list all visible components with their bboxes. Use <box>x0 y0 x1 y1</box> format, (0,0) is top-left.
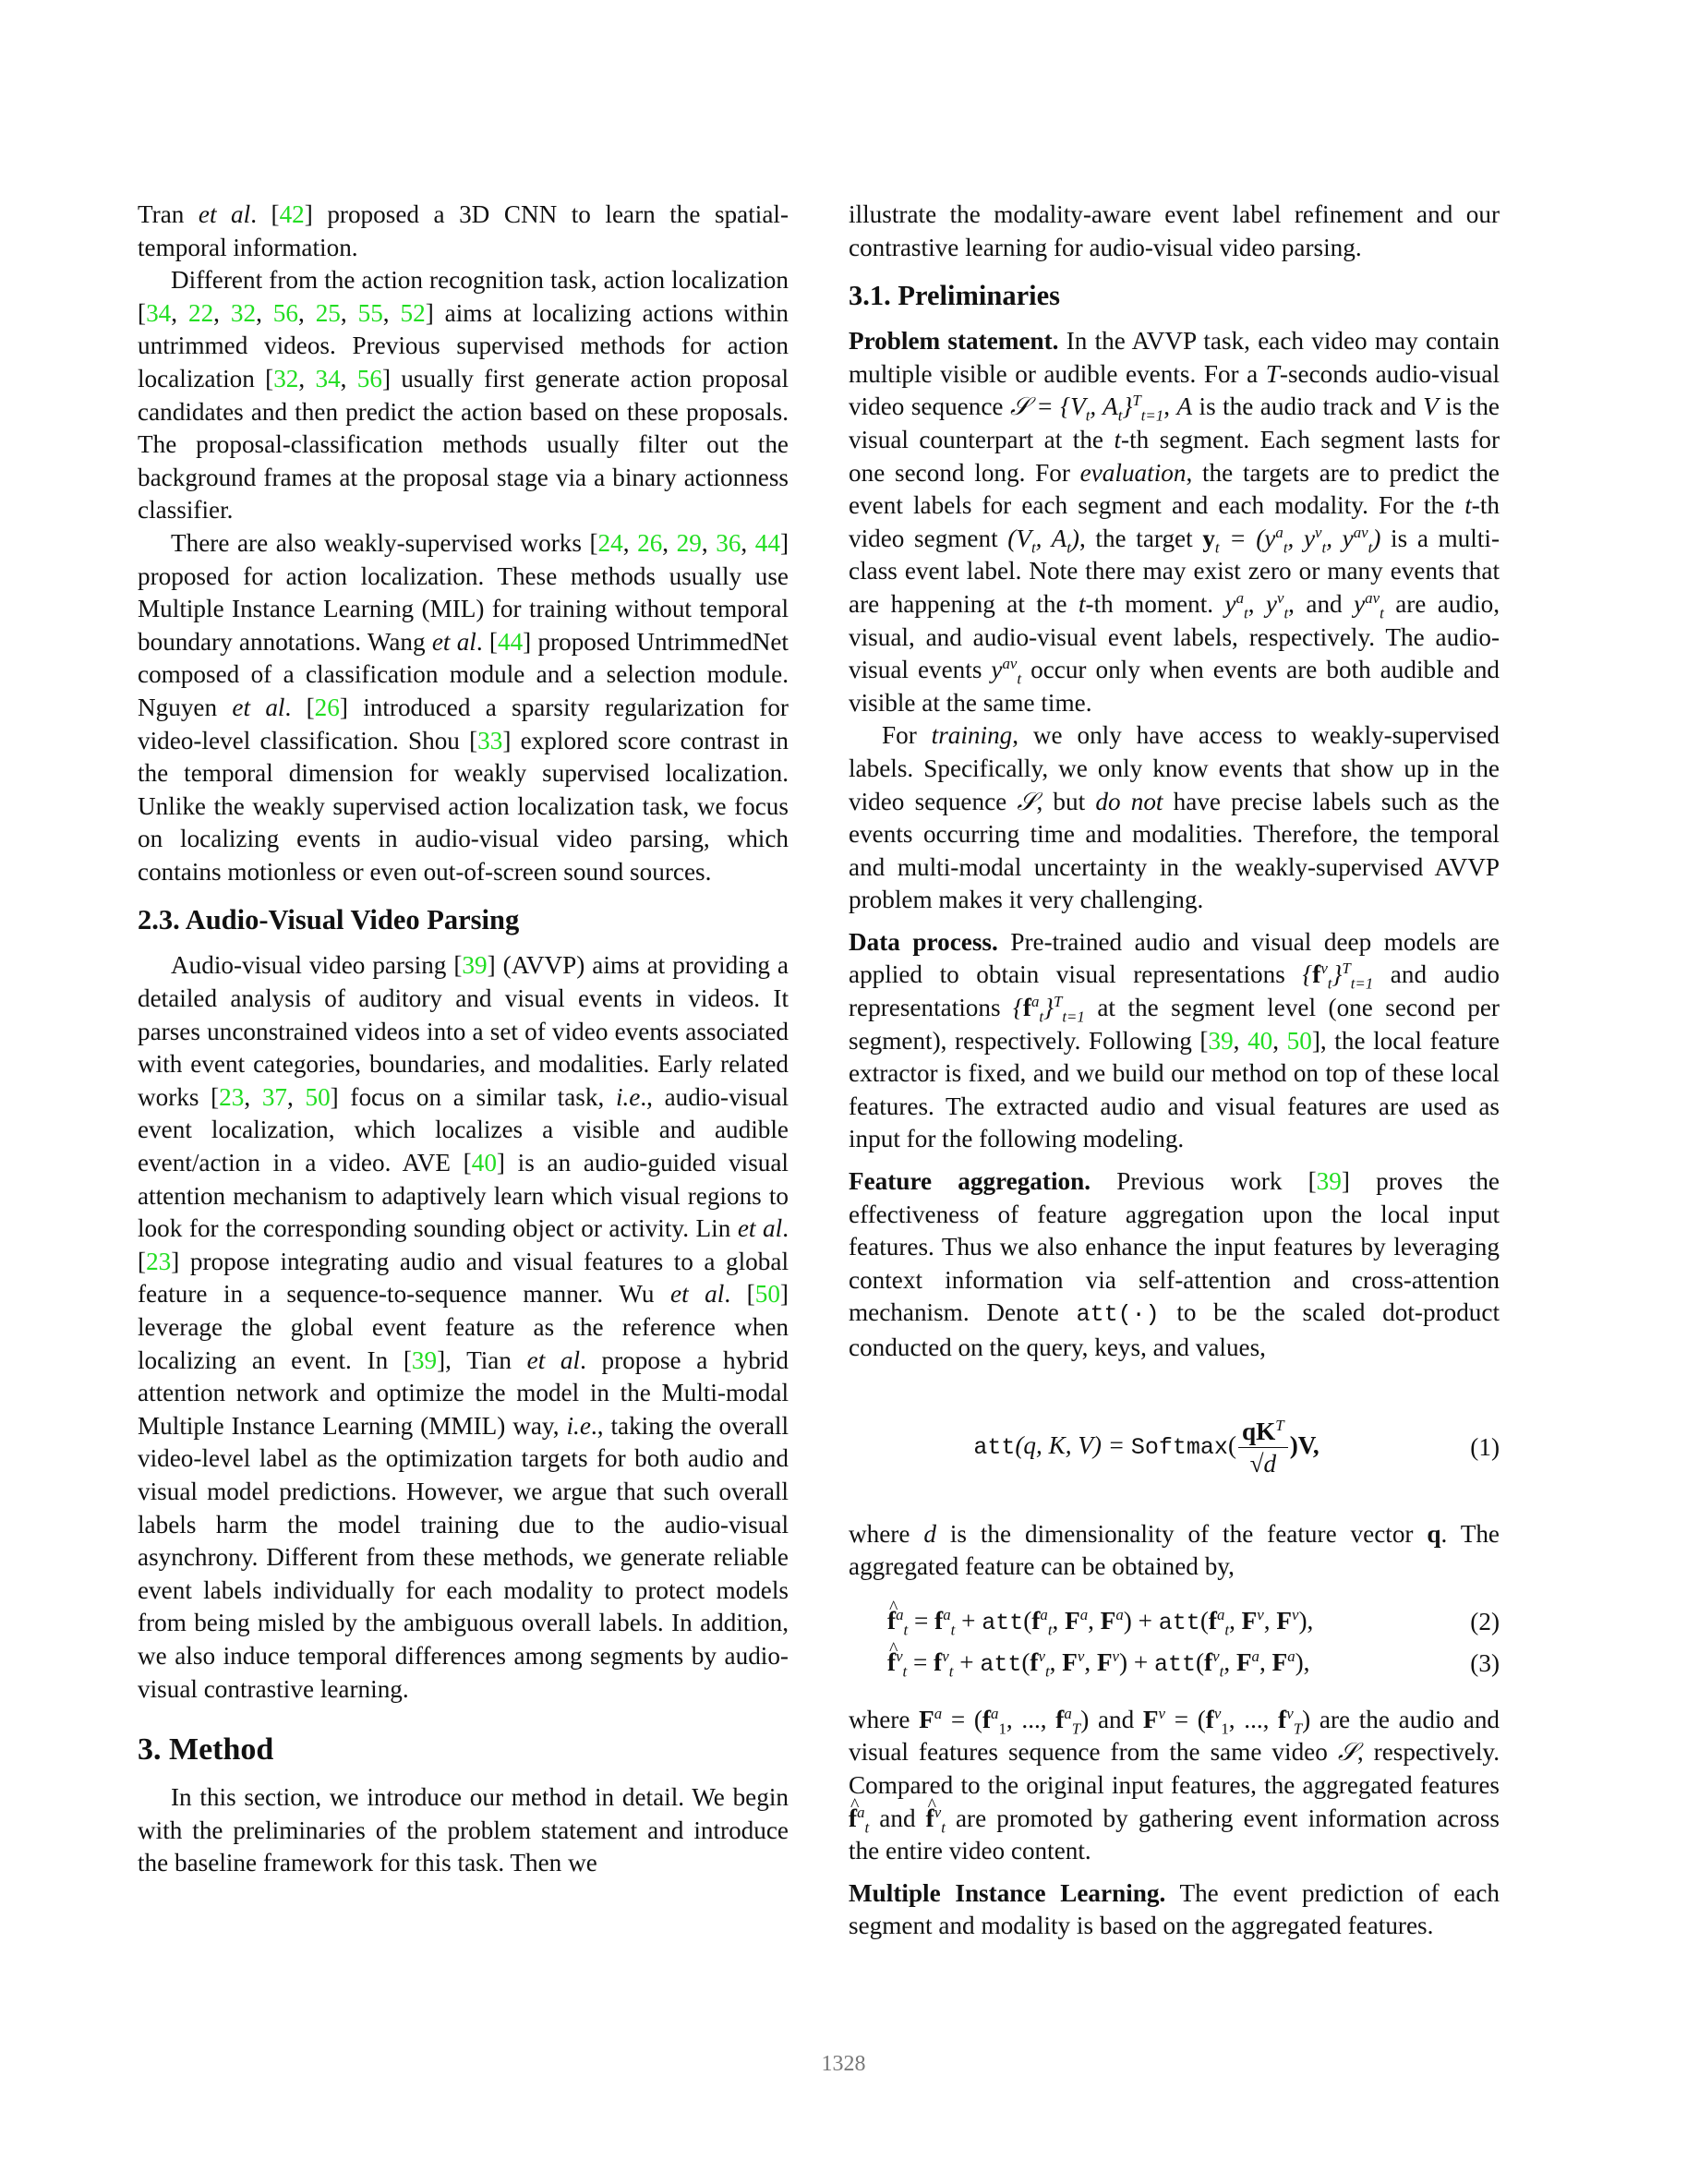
paragraph-heading: Data process. <box>849 927 998 956</box>
paragraph-after-eq1: where d is the dimensionality of the feature vector q. The aggregated feature can be obtained by, <box>849 1519 1500 1581</box>
section-heading-3-1: 3.1. Preliminaries <box>849 280 1060 312</box>
citation-link[interactable]: 50 <box>305 1082 331 1111</box>
citation-link[interactable]: 32 <box>273 364 299 392</box>
citation-link[interactable]: 39 <box>411 1345 438 1374</box>
right-column <box>849 199 1500 1943</box>
citation-link[interactable]: 33 <box>477 726 503 754</box>
citation-link[interactable]: 34 <box>315 364 341 392</box>
citation-link[interactable]: 22 <box>187 298 214 327</box>
citation-link[interactable]: 50 <box>1286 1026 1312 1055</box>
equation-1: att(q, K, V) = Softmax( $\frac{qK^T}{√d}$ )V, (1) <box>973 1417 1500 1478</box>
section-heading-2-3: 2.3. Audio-Visual Video Parsing <box>138 904 520 936</box>
paragraph-heading: Feature aggregation. <box>849 1167 1091 1196</box>
citation-link[interactable]: 23 <box>219 1082 245 1111</box>
citation-link[interactable]: 42 <box>279 200 305 228</box>
citation-link[interactable]: 56 <box>272 298 298 327</box>
sequence-formula: 𝒮 = {$V_t$, $A_t\}^T_{t=1}$ <box>1009 392 1164 425</box>
paragraph-after-eq3: where $F^a = (f^a_1$, ..., $f^a_T$) and $F^v = (f^v_1$, ..., $f^v_T$) are the audio and visual features sequence from the same video 𝒮, respectively. Compared to the original input features, the aggregated features ^ $f^a_t$ and ^ $f^v_t$ are promoted by gathering event information across the entire video content. <box>849 1704 1500 1868</box>
citation-link[interactable]: 55 <box>357 298 383 327</box>
paragraph-training: For training, we only have access to weakly-supervised labels. Specifically, we only know events that show up in the video sequence 𝒮, but do not have precise labels such as the events occurring time and modalities. Therefore, the temporal and multi-modal uncertainty in the weakly-supervised AVVP problem makes it very challenging. <box>849 721 1500 914</box>
citation-link[interactable]: 24 <box>597 528 623 557</box>
paragraph-heading: Multiple Instance Learning. <box>849 1878 1166 1907</box>
citation-link[interactable]: 37 <box>261 1082 288 1111</box>
citation-link[interactable]: 23 <box>146 1247 172 1275</box>
citation-link[interactable]: 39 <box>1316 1167 1342 1196</box>
citation-link[interactable]: 44 <box>754 528 780 557</box>
paragraph-tran: Tran et al. [42] proposed a 3D CNN to learn the spatial-temporal information. <box>138 200 789 261</box>
equations-2-3 <box>849 1602 1500 1685</box>
citation-link[interactable]: 56 <box>356 364 382 392</box>
page-number: 1328 <box>821 2052 866 2076</box>
paragraph-avvp: Audio-visual video parsing [39] (AVVP) aims at providing a detailed analysis of auditory and visual events in videos. It parses unconstrained videos into a set of video events associated with event categories, boundaries, and modalities. Early related works [23, 37, 50] focus on a similar task, i.e., audio-visual event localization, which localizes a visible and audible event/action in a video. AVE [40] is an audio-guided visual attention mechanism to adaptively learn which visual regions to look for the corresponding sounding object or activity. Lin et al. [23] propose integrating audio and visual features to a global feature in a sequence-to-sequence manner. Wu et al. [50] leverage the global event feature as the reference when localizing an event. In [39], Tian et al. propose a hybrid attention network and optimize the model in the Multi-modal Multiple Instance Learning (MMIL) way, i.e., taking the overall video-level label as the optimization targets for both audio and visual model predictions. However, we argue that such overall labels harm the model training due to the audio-visual asynchrony. Different from these methods, we generate reliable event labels individually for each modality to protect models from being misled by the ambiguous overall labels. In addition, we also induce temporal differences among segments by audio-visual contrastive learning. <box>138 951 789 1703</box>
paragraph-method-intro: In this section, we introduce our method in detail. We begin with the preliminaries of the problem statement and introduce the baseline framework for this task. Then we <box>138 1783 789 1877</box>
citation-link[interactable]: 52 <box>400 298 426 327</box>
paragraph-action-localization: Different from the action recognition task, action localization [34, 22, 32, 56, 25, 55, 52] aims at localizing actions within untrimmed videos. Previous supervised methods for action localization [32, 34, 56] usually first generate action proposal candidates and then predict the action based on these proposals. The proposal-classification methods usually filter out the background frames at the proposal stage via a binary actionness classifier. <box>138 266 789 525</box>
paragraph-mil: Multiple Instance Learning. The event prediction of each segment and modality is based on the aggregated features. <box>849 1878 1500 1940</box>
citation-link[interactable]: 29 <box>676 528 702 557</box>
citation-link[interactable]: 26 <box>637 528 663 557</box>
citation-link[interactable]: 44 <box>497 627 524 656</box>
paragraph-data-process: Data process. Pre-trained audio and visual deep models are applied to obtain visual representations $\{f^v_t\}^T_{t=1}$ and audio representations $\{f^a_t\}^T_{t=1}$ at the segment level (one second per segment), respectively. Following [39, 40, 50], the local feature extractor is fixed, and we build our method on top of these local features. The extracted audio and visual features are used as input for the following modeling. <box>849 927 1500 1153</box>
equation-2: ^ $f^a_t = f^a_t + att(f^a_t$, $F^a$, $F^a) + att(f^a_t$, $F^v$, $F^v$), (2) <box>849 1602 1500 1644</box>
citation-link[interactable]: 36 <box>716 528 741 557</box>
equation-number: (2) <box>1470 1608 1500 1636</box>
paragraph-problem-statement: Problem statement. In the AVVP task, each video may contain multiple visible or audible events. For a T-seconds audio-visual video sequence 𝒮 = {$V_t$, $A_t\}^T_{t=1}$, A is the audio track and V is the visual counterpart at the t-th segment. Each segment lasts for one second long. For evaluation, the targets are to predict the event labels for each segment and each modality. For the t-th video segment ($V_t$, $A_t$), the target $y_t = (y^a_t$, $y^v_t$, $y^{av}_t$) is a multi-class event label. Note there may exist zero or many events that are happening at the t-th moment. $y^a_t$, $y^v_t$, and $y^{av}_t$ are audio, visual, and audio-visual event labels, respectively. The audio-visual events $y^{av}_t$ occur only when events are both audible and visible at the same time. <box>849 327 1500 717</box>
paragraph-heading: Problem statement. <box>849 327 1059 356</box>
citation-link[interactable]: 34 <box>146 298 172 327</box>
citation-link[interactable]: 32 <box>230 298 257 327</box>
equation-number: (3) <box>1470 1649 1500 1678</box>
citation-link[interactable]: 26 <box>314 693 340 721</box>
paragraph-weakly-supervised: There are also weakly-supervised works [24, 26, 29, 36, 44] proposed for action localization. These methods usually use Multiple Instance Learning (MIL) for training without temporal boundary annotations. Wang et al. [44] proposed UntrimmedNet composed of a classification module and a selection module. Nguyen et al. [26] introduced a sparsity regularization for video-level classification. Shou [33] explored score contrast in the temporal dimension for weakly supervised localization. Unlike the weakly supervised action localization task, we focus on localizing events in audio-visual video parsing, which contains motionless or even out-of-screen sound sources. <box>138 528 789 886</box>
equation-3: ^ $f^v_t = f^v_t + att(f^v_t$, $F^v$, $F^v) + att(f^v_t$, $F^a$, $F^a$), (3) <box>849 1644 1500 1685</box>
citation-link[interactable]: 39 <box>1208 1026 1234 1055</box>
section-heading-3: 3. Method <box>138 1732 274 1768</box>
citation-link[interactable]: 25 <box>315 298 341 327</box>
paragraph-method-intro-cont: illustrate the modality-aware event label refinement and our contrastive learning for audio-visual video parsing. <box>849 200 1500 261</box>
paragraph-feature-aggregation: Feature aggregation. Previous work [39] proves the effectiveness of feature aggregation upon the local input features. Thus we also enhance the input features by leveraging context information via self-attention and cross-attention mechanism. Denote att(·) to be the scaled dot-product conducted on the query, keys, and values, <box>849 1167 1500 1361</box>
citation-link[interactable]: 50 <box>754 1280 780 1309</box>
citation-link[interactable]: 40 <box>1247 1026 1273 1055</box>
citation-link[interactable]: 39 <box>462 951 488 980</box>
left-column <box>138 199 789 1880</box>
citation-link[interactable]: 40 <box>471 1149 497 1177</box>
equation-number: (1) <box>1470 1432 1500 1461</box>
